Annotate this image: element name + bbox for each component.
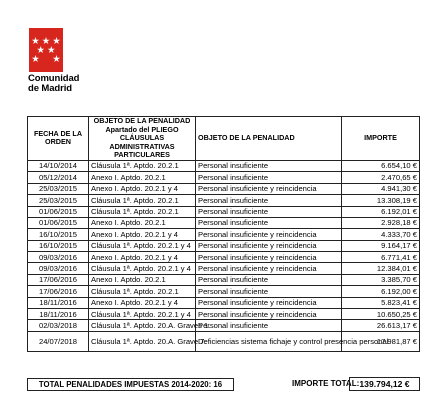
cell-objeto: Personal insuficiente xyxy=(196,160,342,171)
cell-clausula: Cláusula 1ª. Aptdo. 20.2.1 y 4 xyxy=(89,309,196,320)
cell-clausula: Cláusula 1ª. Aptdo. 20.A. Graves 1. xyxy=(89,320,196,331)
logo-name-line2: de Madrid xyxy=(28,83,72,94)
cell-objeto: Personal insuficiente xyxy=(196,286,342,297)
cell-objeto: Personal insuficiente y reincidencia xyxy=(196,229,342,240)
cell-objeto: Personal insuficiente xyxy=(196,195,342,206)
table-row xyxy=(28,263,420,274)
cell-fecha: 02/03/2018 xyxy=(28,320,89,331)
importe-total-label: IMPORTE TOTAL: xyxy=(292,379,360,388)
cell-fecha: 17/06/2016 xyxy=(28,274,89,285)
cell-fecha: 05/12/2014 xyxy=(28,172,89,183)
table-row xyxy=(28,183,420,194)
cell-fecha: 01/06/2015 xyxy=(28,217,89,228)
cell-clausula: Anexo I. Aptdo. 20.2.1 xyxy=(89,274,196,285)
table-header-row xyxy=(28,117,420,161)
comunidad-madrid-logo xyxy=(28,28,88,94)
cell-importe: 9.164,17 € xyxy=(342,240,420,251)
cell-fecha: 01/06/2015 xyxy=(28,206,89,217)
table-row xyxy=(28,309,420,320)
cell-objeto: Personal insuficiente xyxy=(196,206,342,217)
cell-clausula: Cláusula 1ª. Aptdo. 20.2.1 xyxy=(89,206,196,217)
table-body xyxy=(28,160,420,351)
cell-objeto: Personal insuficiente y reincidencia xyxy=(196,263,342,274)
header-fecha: FECHA DE LA ORDEN xyxy=(28,117,89,161)
cell-clausula: Cláusula 1ª. Aptdo. 20.2.1 xyxy=(89,195,196,206)
cell-objeto: Personal insuficiente y reincidencia xyxy=(196,240,342,251)
table-row xyxy=(28,172,420,183)
cell-objeto: Personal insuficiente y reincidencia xyxy=(196,252,342,263)
cell-objeto: Deficiencias sistema fichaje y control presencia personal xyxy=(196,331,342,351)
cell-fecha: 09/03/2016 xyxy=(28,263,89,274)
logo-name-line1: Comunidad xyxy=(28,73,80,84)
cell-importe: 13.308,19 € xyxy=(342,195,420,206)
cell-fecha: 25/03/2015 xyxy=(28,183,89,194)
cell-clausula: Cláusula 1ª. Aptdo. 20.2.1 xyxy=(89,286,196,297)
cell-importe: 6.771,41 € xyxy=(342,252,420,263)
cell-clausula: Anexo I. Aptdo. 20.2.1 y 4 xyxy=(89,297,196,308)
cell-clausula: Anexo I. Aptdo. 20.2.1 xyxy=(89,217,196,228)
madrid-flag-icon xyxy=(29,28,63,72)
cell-importe: 3.385,70 € xyxy=(342,274,420,285)
cell-clausula: Cláusula 1ª. Aptdo. 20.2.1 xyxy=(89,160,196,171)
table-row xyxy=(28,160,420,171)
cell-fecha: 16/10/2015 xyxy=(28,229,89,240)
cell-importe: 2.928,18 € xyxy=(342,217,420,228)
cell-importe: 10.650,25 € xyxy=(342,309,420,320)
table-row xyxy=(28,274,420,285)
table-row xyxy=(28,217,420,228)
cell-fecha: 18/11/2016 xyxy=(28,309,89,320)
table-row xyxy=(28,240,420,251)
table-row xyxy=(28,331,420,351)
table-row xyxy=(28,206,420,217)
cell-importe: 6.192,01 € xyxy=(342,206,420,217)
cell-objeto: Personal insuficiente xyxy=(196,217,342,228)
cell-clausula: Anexo I. Aptdo. 20.2.1 y 4 xyxy=(89,252,196,263)
cell-clausula: Anexo I. Aptdo. 20.2.1 y 4 xyxy=(89,183,196,194)
cell-objeto: Personal insuficiente xyxy=(196,274,342,285)
cell-clausula: Cláusula 1ª. Aptdo. 20.2.1 y 4 xyxy=(89,240,196,251)
cell-importe: 2.470,65 € xyxy=(342,172,420,183)
cell-clausula: Cláusula 1ª. Aptdo. 20.A. Grave 7. xyxy=(89,331,196,351)
cell-fecha: 18/11/2016 xyxy=(28,297,89,308)
cell-importe: 6.654,10 € xyxy=(342,160,420,171)
penalties-table xyxy=(27,116,420,352)
cell-clausula: Cláusula 1ª. Aptdo. 20.2.1 y 4 xyxy=(89,263,196,274)
cell-importe: 26.613,17 € xyxy=(342,320,420,331)
cell-clausula: Anexo I. Aptdo. 20.2.1 y 4 xyxy=(89,229,196,240)
header-objeto: OBJETO DE LA PENALIDAD xyxy=(196,117,342,161)
cell-fecha: 25/03/2015 xyxy=(28,195,89,206)
cell-fecha: 16/10/2015 xyxy=(28,240,89,251)
header-importe: IMPORTE xyxy=(342,117,420,161)
cell-importe: 4.941,30 € xyxy=(342,183,420,194)
cell-clausula: Anexo I. Aptdo. 20.2.1 xyxy=(89,172,196,183)
table-row xyxy=(28,195,420,206)
header-objeto-pliego: OBJETO DE LA PENALIDAD Apartado del PLIEGO CLÁUSULAS ADMINISTRATIVAS PARTICULARES xyxy=(89,117,196,161)
importe-total-value: 139.794,12 € xyxy=(349,377,420,391)
cell-objeto: Personal insuficiente y reincidencia xyxy=(196,297,342,308)
table-row xyxy=(28,297,420,308)
cell-fecha: 09/03/2016 xyxy=(28,252,89,263)
cell-fecha: 24/07/2018 xyxy=(28,331,89,351)
cell-fecha: 14/10/2014 xyxy=(28,160,89,171)
cell-importe: 5.823,41 € xyxy=(342,297,420,308)
cell-objeto: Personal insuficiente y reincidencia xyxy=(196,309,342,320)
table-row xyxy=(28,252,420,263)
cell-importe: 6.192,00 € xyxy=(342,286,420,297)
table-row xyxy=(28,229,420,240)
cell-objeto: Personal insuficiente xyxy=(196,172,342,183)
total-penalidades-box: TOTAL PENALIDADES IMPUESTAS 2014-2020: 16 xyxy=(27,378,234,391)
cell-importe: 4.333,70 € xyxy=(342,229,420,240)
cell-objeto: Personal insuficiente y reincidencia xyxy=(196,183,342,194)
table-row xyxy=(28,320,420,331)
table-row xyxy=(28,286,420,297)
cell-fecha: 17/06/2016 xyxy=(28,286,89,297)
cell-importe: 12.384,01 € xyxy=(342,263,420,274)
cell-importe: 17.981,87 € xyxy=(342,331,420,351)
cell-objeto: Personal insuficiente xyxy=(196,320,342,331)
logo-name xyxy=(28,74,88,94)
